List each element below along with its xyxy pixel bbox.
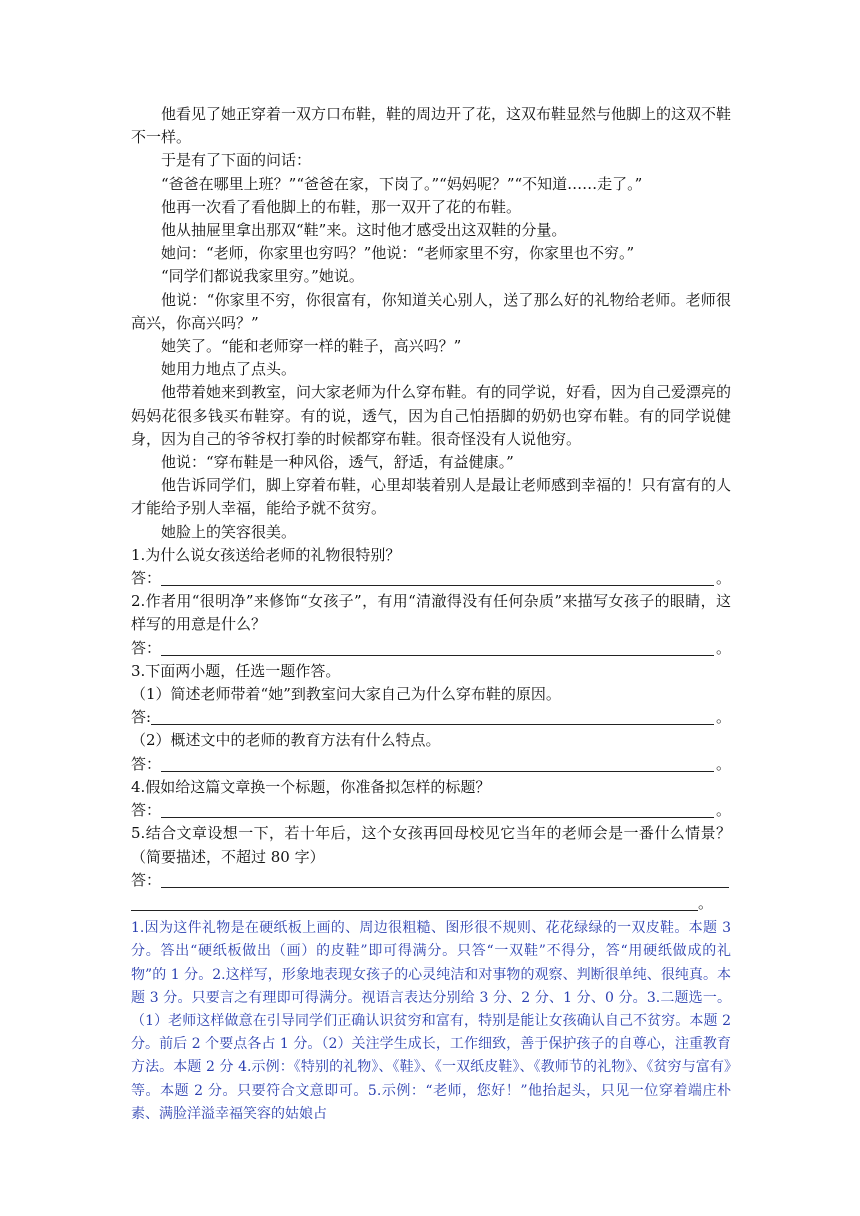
story-paragraph: 她问：“老师，你家里也穷吗？”他说：“老师家里不穷，你家里也不穷。” (161, 244, 635, 263)
answer-line (161, 569, 714, 586)
story-paragraph: “同学们都说我家里穷。”她说。 (161, 267, 364, 286)
answer-field-2[interactable] (131, 637, 731, 660)
question-3-option-2: （2）概述文中的老师的教育方法有什么特点。 (131, 731, 441, 750)
answer-period: 。 (698, 893, 714, 912)
answer-field-4[interactable] (131, 799, 731, 822)
story-paragraph: 他告诉同学们，脚上穿着布鞋，心里却装着别人是最让老师感到幸福的！只有富有的人才能给予别人幸福，能给予就不贫穷。 (131, 476, 732, 518)
story-paragraph: “爸爸在哪里上班？”“爸爸在家，下岗了。”“妈妈呢？”“不知道……走了。” (161, 174, 643, 193)
question-3: 3.下面两小题，任选一题作答。 (131, 661, 341, 680)
answer-key: 1.因为这件礼物是在硬纸板上画的、周边很粗糙、图形很不规则、花花绿绿的一双皮鞋。本题 3 分。答出“硬纸板做出（画）的皮鞋”即可得满分。只答“一双鞋”不得分，答“用硬纸做成的礼物”的 1 分。2.这样写，形象地表现女孩子的心灵纯洁和对事物的观察、判断很单纯、很纯真。本题 3 分。只要言之有理即可得满分。视语言表达分别给 3 分、2 分、1 分、0 分。3.二题选一。（1）老师这样做意在引导同学们正确认识贫穷和富有，特别是能让女孩确认自己不贫穷。本题 2 分。前后 2 个要点各占 1 分。（2）关注学生成长，工作细致，善于保护孩子的自尊心，注重教育方法。本题 2 分 4.示例：《特别的礼物》、《鞋》、《一双纸皮鞋》、《教师节的礼物》、《贫穷与富有》等。本题 2 分。只要符合文意即可。5.示例：“老师，您好！”他抬起头，只见一位穿着端庄朴素、满脸洋溢幸福笑容的姑娘占 (131, 920, 731, 1122)
story-paragraph: 他从抽屉里拿出那双“鞋”来。这时他才感受出这双鞋的分量。 (161, 221, 567, 240)
answer-line (161, 639, 714, 656)
answer-period: 。 (715, 638, 731, 657)
answer-period: 。 (715, 754, 731, 773)
story-paragraph: 他带着她来到教室，问大家老师为什么穿布鞋。有的同学说，好看，因为自己爱漂亮的妈妈花很多钱买布鞋穿。有的说，透气，因为自己怕捂脚的奶奶也穿布鞋。有的同学说健身，因为自己的爷爷权打拳的时候都穿布鞋。很奇怪没有人说他穷。 (131, 383, 732, 448)
answer-line (151, 708, 714, 725)
story-paragraph: 他再一次看了看他脚上的布鞋，那一双开了花的布鞋。 (161, 197, 522, 216)
answer-period: 。 (715, 801, 731, 820)
answer-line (131, 894, 698, 911)
answer-line (161, 801, 714, 818)
answer-label: 答： (131, 870, 162, 889)
answer-field-1[interactable] (131, 567, 731, 590)
answer-period: 。 (715, 569, 731, 588)
answer-line (161, 871, 729, 888)
document-body (131, 103, 731, 1126)
answer-field-3a[interactable] (131, 706, 731, 729)
question-4: 4.假如给这篇文章换一个标题，你准备拟怎样的标题？ (131, 777, 491, 796)
question-1: 1.为什么说女孩送给老师的礼物很特别？ (131, 545, 401, 564)
story-paragraph: 她脸上的笑容很美。 (161, 522, 297, 541)
answer-label: 答： (131, 638, 162, 657)
question-5: 5.结合文章设想一下，若十年后，这个女孩再回母校见它当年的老师会是一番什么情景？（简要描述，不超过 80 字） (131, 824, 731, 866)
answer-label: 答： (131, 801, 162, 820)
story-paragraph: 他说：“穿布鞋是一种风俗，透气，舒适，有益健康。” (161, 453, 514, 472)
answer-field-3b[interactable] (131, 753, 731, 776)
story-paragraph: 她笑了。“能和老师穿一样的鞋子，高兴吗？” (161, 337, 462, 356)
story-paragraph: 她用力地点了点头。 (161, 360, 297, 379)
story-paragraph: 他说：“你家里不穷，你很富有，你知道关心别人，送了那么好的礼物给老师。老师很高兴，你高兴吗？” (131, 290, 731, 332)
answer-field-5[interactable] (131, 869, 731, 892)
answer-period: 。 (715, 708, 731, 727)
question-3-option-1: （1）简述老师带着“她”到教室问大家自己为什么穿布鞋的原因。 (131, 685, 561, 704)
answer-line (161, 755, 714, 772)
story-paragraph: 他看见了她正穿着一双方口布鞋，鞋的周边开了花，这双布鞋显然与他脚上的这双不鞋不一样。 (131, 105, 732, 147)
answer-label: 答： (131, 754, 162, 773)
answer-field-5-continuation[interactable] (131, 892, 731, 915)
story-paragraph: 于是有了下面的问话： (161, 151, 312, 170)
question-2: 2.作者用“很明净”来修饰“女孩子”，有用“清澈得没有任何杂质”来描写女孩子的眼睛，这样写的用意是什么？ (131, 592, 731, 634)
answer-label: 答: (131, 708, 152, 727)
answer-label: 答： (131, 569, 162, 588)
